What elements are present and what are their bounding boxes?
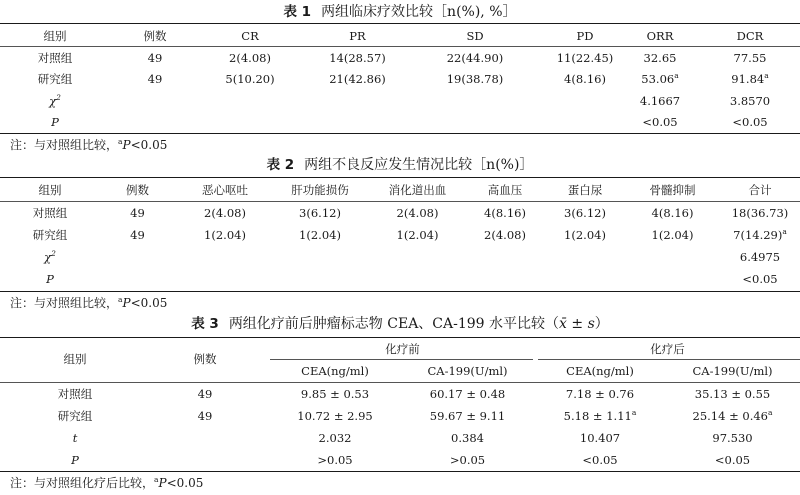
table1-header-pr: PR	[349, 29, 366, 43]
table-row	[0, 268, 800, 290]
table2-cell: 3(6.12)	[564, 206, 606, 220]
table2-cell: P	[46, 272, 54, 286]
table1-cell: 2(4.08)	[229, 51, 271, 65]
table1-cell: 49	[147, 51, 163, 65]
table3-cell: 0.384	[451, 431, 484, 445]
table3-header-after: 化疗后	[650, 342, 685, 356]
table2-header-liver: 肝功能损伤	[291, 183, 349, 197]
table3-header-ca199-after: CA-199(U/ml)	[692, 364, 773, 378]
note-p: P	[122, 138, 131, 152]
chi-symbol: χ	[49, 94, 57, 108]
table2-header-hypertension: 高血压	[487, 183, 523, 197]
table3-cell-value: 25.14 ± 0.46	[692, 409, 768, 423]
table1-header-cr: CR	[241, 29, 259, 43]
table-row	[0, 202, 800, 224]
table1-cell: 49	[147, 72, 163, 86]
table1-cell: 77.55	[733, 51, 767, 65]
superscript: 2	[51, 249, 56, 259]
table3-cell: 7.18 ± 0.76	[565, 387, 635, 401]
table1-header-orr: ORR	[646, 29, 674, 43]
table2-cell: 1(2.04)	[204, 228, 246, 242]
table3-cell: <0.05	[714, 453, 751, 467]
table3-cell: P	[71, 453, 79, 467]
table3-bottom-rule	[0, 471, 800, 472]
table3-cell: t	[72, 431, 78, 445]
table3-cell: 35.13 ± 0.55	[694, 387, 771, 401]
table2-cell: 1(2.04)	[396, 228, 439, 242]
table2-cell: 4(8.16)	[484, 206, 526, 220]
table2-cell: 6.4975	[739, 250, 781, 264]
table3-cell: 9.85 ± 0.53	[300, 387, 370, 401]
footnote-marker: a	[674, 71, 679, 81]
table3-header-cea-after: CEA(ng/ml)	[566, 364, 634, 378]
table2-header-bleeding: 消化道出血	[388, 183, 447, 197]
table3-cell	[665, 405, 800, 427]
chi-symbol: χ	[44, 250, 52, 264]
table-row	[0, 383, 800, 405]
table2-header-row	[0, 179, 800, 201]
table-row	[0, 68, 800, 90]
table3-cell: 10.407	[579, 431, 621, 445]
table3-title-end: ）	[594, 316, 609, 332]
table1-cell	[620, 68, 700, 90]
footnote-marker: a	[764, 71, 769, 81]
table3-title-sd: s	[587, 316, 595, 332]
table-row	[0, 449, 800, 471]
table1-cell: 32.65	[643, 51, 677, 65]
table1-top-rule	[0, 23, 800, 24]
table3-cell: 97.530	[712, 431, 753, 445]
table2-note	[10, 295, 167, 311]
table1-cell	[10, 90, 100, 112]
table3-header-ca199-before: CA-199(U/ml)	[427, 364, 508, 378]
table3-cell: 49	[197, 409, 213, 423]
table1-number: 表 1	[283, 4, 312, 20]
table3-cell: 对照组	[57, 387, 93, 401]
table3-cell: 49	[197, 387, 213, 401]
footnote-marker: a	[118, 137, 123, 146]
table3-header-group: 组别	[63, 352, 87, 366]
table3-cell: 59.67 ± 9.11	[429, 409, 506, 423]
table1-cell: 4.1667	[639, 94, 681, 108]
table2-cell: 4(8.16)	[651, 206, 694, 220]
table3-title: 两组化疗前后肿瘤标志物 CEA、CA-199 水平比较（	[228, 316, 560, 332]
table1-title: 两组临床疗效比较［n(%), %］	[321, 4, 517, 20]
table2-header-count: 例数	[126, 183, 149, 197]
table-row	[0, 246, 800, 268]
table1-header-pd: PD	[576, 29, 594, 43]
table1-cell: P	[51, 115, 59, 129]
table2-cell: 研究组	[32, 228, 68, 242]
table3-title-mean: x̄	[559, 316, 567, 332]
note-text: 注：与对照组比较，	[10, 296, 119, 310]
table2-top-rule	[0, 177, 800, 178]
table-row	[0, 47, 800, 69]
table3-top-rule	[0, 337, 800, 338]
table2-cell: 2(4.08)	[396, 206, 439, 220]
table3-caption	[0, 315, 800, 333]
table2-title: 两组不良反应发生情况比较［n(%)］	[304, 157, 534, 173]
table2-header-nausea: 恶心呕吐	[202, 183, 248, 197]
table1-cell: 11(22.45)	[556, 51, 614, 65]
table3-cell-value: 5.18 ± 1.11	[563, 409, 632, 423]
table2-cell	[5, 246, 95, 268]
superscript: 2	[56, 93, 61, 103]
table3-header-cea-before: CEA(ng/ml)	[301, 364, 369, 378]
table1-bottom-rule	[0, 133, 800, 134]
table2-bottom-rule	[0, 291, 800, 292]
table1-cell: <0.05	[642, 115, 678, 129]
table1-cell: 21(42.86)	[329, 72, 386, 86]
table2-cell: 3(6.12)	[299, 206, 341, 220]
table1-cell: 22(44.90)	[446, 51, 504, 65]
table1-header-dcr: DCR	[736, 29, 764, 43]
table2-cell: 18(36.73)	[731, 206, 789, 220]
table-row	[0, 90, 800, 112]
table2-cell: 49	[130, 206, 145, 220]
table3-cell: 2.032	[318, 431, 352, 445]
table2-cell: 1(2.04)	[564, 228, 606, 242]
table1-cell: 5(10.20)	[225, 72, 275, 86]
table2-header-marrow: 骨髓抑制	[649, 183, 696, 197]
footnote-marker: a	[768, 408, 773, 418]
table1-header-sd: SD	[466, 29, 484, 43]
table1-note	[10, 137, 167, 153]
table1-cell-value: 91.84	[731, 72, 765, 86]
table2-cell: 2(4.08)	[484, 228, 526, 242]
table1-cell: 19(38.78)	[446, 72, 504, 86]
table1-cell: 3.8570	[729, 94, 771, 108]
table1-header-row	[0, 25, 800, 47]
table3-cell: 10.72 ± 2.95	[297, 409, 373, 423]
table3-title-pm: ±	[566, 316, 588, 332]
table3-cell: 研究组	[57, 409, 93, 423]
table1-cell: 对照组	[37, 51, 73, 65]
table3-cell: <0.05	[582, 453, 618, 467]
footnote-marker: a	[631, 408, 637, 418]
table1-cell: 14(28.57)	[329, 51, 386, 65]
footnote-marker: a	[118, 295, 123, 304]
note-text: 注：与对照组比较，	[10, 138, 119, 152]
table2-number: 表 2	[266, 157, 295, 173]
table1-header-count: 例数	[143, 29, 167, 43]
footnote-marker: a	[782, 227, 787, 237]
note-text: <0.05	[130, 138, 168, 152]
table-row	[0, 427, 800, 449]
table2-cell: 对照组	[32, 206, 68, 220]
table-row	[0, 405, 800, 427]
note-text: <0.05	[130, 296, 168, 310]
table2-caption	[0, 156, 800, 174]
table2-cell: 2(4.08)	[204, 206, 246, 220]
table1-caption	[0, 3, 800, 21]
note-p: P	[122, 296, 131, 310]
table2-cell: 1(2.04)	[651, 228, 694, 242]
table3-note	[10, 475, 203, 491]
table2-cell: <0.05	[742, 272, 778, 286]
table1-cell	[705, 68, 795, 90]
footnote-marker: a	[154, 475, 159, 484]
table2-header-proteinuria: 蛋白尿	[567, 183, 603, 197]
table2-cell-value: 7(14.29)	[733, 228, 783, 242]
table1-cell: <0.05	[732, 115, 768, 129]
table3-cell: >0.05	[449, 453, 486, 467]
table1-header-group: 组别	[43, 29, 67, 43]
table1-cell: 4(8.16)	[564, 72, 606, 86]
table3-header-before: 化疗前	[385, 342, 420, 356]
table3-number: 表 3	[191, 316, 219, 332]
note-p: P	[158, 476, 167, 490]
table2-cell	[720, 224, 800, 246]
table1-cell: 研究组	[37, 72, 73, 86]
table2-header-group: 组别	[38, 183, 62, 197]
table-row	[0, 224, 800, 246]
table2-header-total: 合计	[748, 183, 772, 197]
table2-cell: 49	[130, 228, 145, 242]
note-text: 注：与对照组化疗后比较，	[10, 476, 155, 490]
table3-header-count: 例数	[193, 352, 217, 366]
note-text: <0.05	[166, 476, 204, 490]
table3-cell	[535, 405, 665, 427]
table1-cell-value: 53.06	[641, 72, 675, 86]
table-row	[0, 111, 800, 133]
table3-cell: >0.05	[317, 453, 353, 467]
table2-cell: 1(2.04)	[299, 228, 341, 242]
table3-cell: 60.17 ± 0.48	[429, 387, 506, 401]
